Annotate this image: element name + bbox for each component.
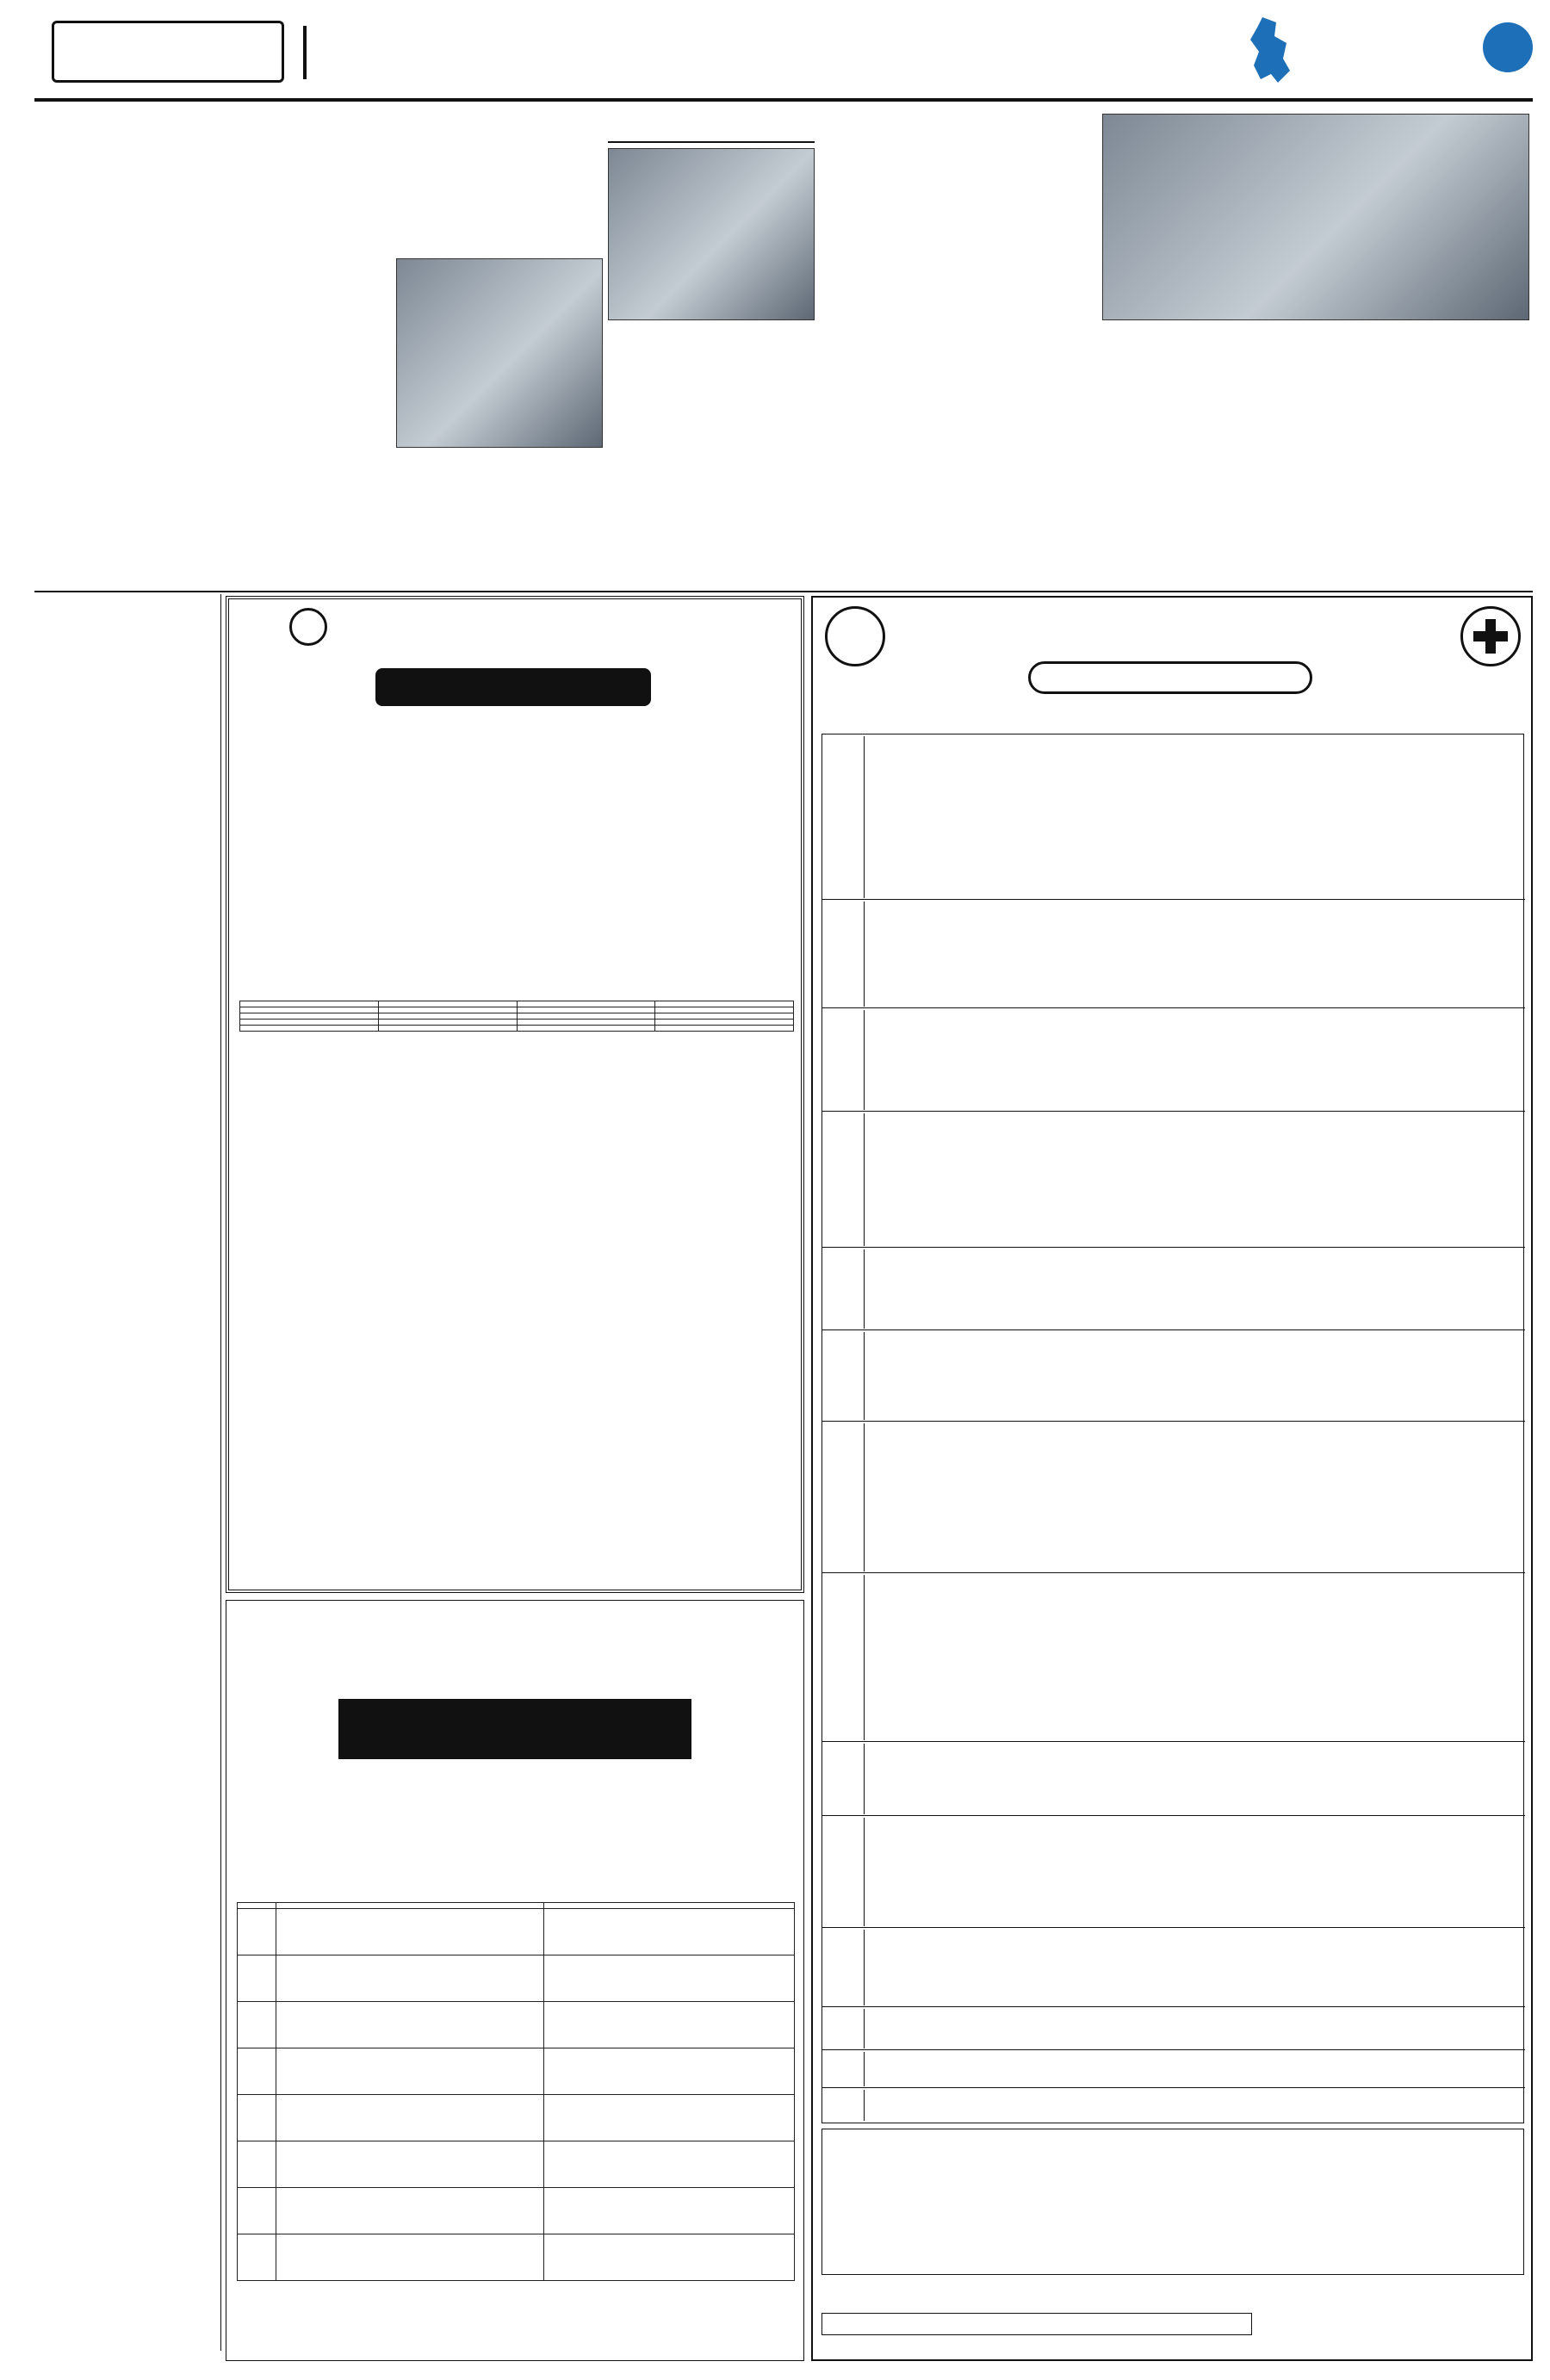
table-row xyxy=(238,2048,795,2095)
hospital-rule-8 xyxy=(1172,2257,1516,2272)
masthead-date-line xyxy=(320,55,682,79)
table-cell xyxy=(378,1026,517,1032)
position-number xyxy=(822,2059,862,2079)
hospital-rules xyxy=(822,2129,1524,2275)
table-cell xyxy=(543,1909,794,1955)
university-story-body-col-2 xyxy=(1233,375,1380,586)
masthead-day xyxy=(320,22,630,50)
bank-notice-title-bar xyxy=(375,668,651,706)
tribunal-title-bar xyxy=(338,1699,691,1759)
section-name xyxy=(1299,24,1479,72)
map-icon xyxy=(1245,14,1293,86)
position-number xyxy=(822,2017,862,2038)
table-cell xyxy=(655,1007,794,1013)
newspaper-logo-text xyxy=(63,34,278,73)
tribunal-table xyxy=(237,1902,795,2281)
heroin-story-body-col-2 xyxy=(820,146,983,589)
tmss-logo-icon xyxy=(825,606,885,666)
bank-schedule-title xyxy=(239,1221,794,1242)
table-cell xyxy=(238,1955,276,2002)
position-row xyxy=(822,2088,1525,2123)
table-header-cell xyxy=(276,1903,544,1909)
position-details xyxy=(864,902,1523,1007)
table-cell xyxy=(378,1020,517,1026)
table-cell xyxy=(655,1013,794,1020)
position-details xyxy=(864,1930,1523,2005)
left-story-3-headline xyxy=(34,1507,215,1576)
table-header-row xyxy=(240,1001,794,1007)
left-story-4-headline xyxy=(34,1998,215,2049)
position-number xyxy=(822,1957,862,1978)
table-row xyxy=(238,2002,795,2048)
position-row xyxy=(822,1928,1525,2007)
table-cell xyxy=(378,1013,517,1020)
heroin-story-photo xyxy=(608,148,815,320)
hospital-rule-7 xyxy=(828,2257,1172,2272)
table-row xyxy=(240,1013,794,1020)
position-number xyxy=(822,943,862,964)
position-details xyxy=(864,1332,1523,1420)
hospital-title-line-2 xyxy=(899,630,1450,658)
left-column-divider xyxy=(220,594,221,2351)
table-cell xyxy=(543,2095,794,2141)
left-story-1-body xyxy=(34,668,215,927)
bank-schedule-item-2 xyxy=(239,1297,794,1362)
table-cell xyxy=(238,2095,276,2141)
position-number xyxy=(822,1646,862,1666)
bank-notice-body xyxy=(239,735,794,994)
table-cell xyxy=(517,1026,655,1032)
bank-schedule-item-5 xyxy=(239,1521,794,1555)
bank-signature-right xyxy=(556,1574,789,1590)
table-row xyxy=(238,1955,795,2002)
position-row xyxy=(822,1573,1525,1742)
hospital-rule-2 xyxy=(828,2179,1516,2195)
table-cell xyxy=(240,1013,379,1020)
tribunal-government-title xyxy=(226,1608,805,1642)
table-header-cell xyxy=(517,1001,655,1007)
table-header-cell xyxy=(238,1903,276,1909)
bank-schedule-item-1 xyxy=(239,1245,794,1293)
hospital-side-code xyxy=(1481,2096,1529,2113)
table-cell xyxy=(276,2141,544,2188)
table-cell xyxy=(517,1020,655,1026)
tribunal-notice xyxy=(226,1600,804,2361)
position-details xyxy=(864,2090,1523,2121)
table-row xyxy=(238,2095,795,2141)
hospital-subtitle xyxy=(1031,667,1310,691)
heroin-story xyxy=(608,107,815,589)
tribunal-table-wrap xyxy=(237,1902,795,2290)
hospital-positions-table xyxy=(822,734,1524,2123)
medical-cross-icon xyxy=(1460,606,1521,666)
heroin-story-body-col-3 xyxy=(989,146,1075,589)
left-story-1-headline xyxy=(34,594,215,663)
table-cell xyxy=(276,2234,544,2281)
hospital-rule-4 xyxy=(828,2210,1516,2226)
masthead-divider xyxy=(303,26,307,79)
position-row xyxy=(822,1422,1525,1573)
position-details xyxy=(864,1113,1523,1246)
hospital-notice xyxy=(811,596,1533,2361)
heroin-headline xyxy=(608,114,815,139)
position-row xyxy=(822,1816,1525,1928)
newspaper-logo xyxy=(52,21,284,83)
table-cell xyxy=(543,1955,794,2002)
table-cell xyxy=(276,1909,544,1955)
bank-name xyxy=(336,608,749,642)
bank-notice xyxy=(226,596,804,1593)
position-details xyxy=(864,1423,1523,1571)
table-row xyxy=(238,2141,795,2188)
position-details xyxy=(864,1249,1523,1329)
hospital-rule-6 xyxy=(828,2241,1516,2257)
tribunal-signature xyxy=(536,2296,795,2353)
university-headline xyxy=(1082,329,1533,369)
position-row xyxy=(822,734,1525,900)
tribunal-office-line xyxy=(226,1646,805,1670)
lead-story-body-col-5 xyxy=(443,465,572,586)
hospital-signature xyxy=(1295,2309,1524,2354)
bank-notice-notes xyxy=(239,1102,794,1216)
tribunal-footer-code xyxy=(237,2334,409,2352)
lead-story-body-col-1 xyxy=(34,258,164,586)
university-story-photo xyxy=(1102,114,1529,320)
position-row xyxy=(822,2050,1525,2088)
table-row xyxy=(238,1909,795,1955)
position-number xyxy=(822,1365,862,1385)
bank-logo-icon xyxy=(289,608,327,646)
hospital-contact-line xyxy=(826,2316,1248,2334)
table-cell xyxy=(238,2048,276,2095)
tribunal-table-caption xyxy=(226,1880,805,1899)
masthead-rule xyxy=(34,98,1533,102)
position-details xyxy=(864,2052,1523,2086)
hospital-intro xyxy=(822,699,1524,730)
lead-headline-line-1 xyxy=(43,115,594,176)
table-cell xyxy=(238,2002,276,2048)
table-cell xyxy=(238,2188,276,2234)
bank-office-line xyxy=(336,644,749,665)
position-row xyxy=(822,1112,1525,1248)
table-row xyxy=(240,1026,794,1032)
university-story-body-col-1 xyxy=(1082,375,1228,586)
position-row xyxy=(822,2007,1525,2050)
table-cell xyxy=(276,2188,544,2234)
university-story-body-col-3 xyxy=(1385,375,1531,586)
position-number xyxy=(822,1861,862,1881)
table-cell xyxy=(655,1020,794,1026)
table-cell xyxy=(655,1026,794,1032)
university-story xyxy=(1082,107,1533,589)
table-cell xyxy=(238,1909,276,1955)
table-cell xyxy=(240,1020,379,1026)
hospital-rule-5 xyxy=(828,2226,1516,2241)
position-number xyxy=(822,1050,862,1070)
table-cell xyxy=(543,2048,794,2095)
table-cell xyxy=(543,2188,794,2234)
top-section-rule xyxy=(34,591,1533,592)
position-details xyxy=(864,1744,1523,1814)
position-number xyxy=(822,1167,862,1187)
tribunal-title xyxy=(338,1706,691,1752)
position-details xyxy=(864,1818,1523,1926)
lead-headline-line-2 xyxy=(43,184,594,245)
position-number xyxy=(822,2095,862,2116)
position-number xyxy=(822,1770,862,1790)
bank-schedule-item-4 xyxy=(239,1452,794,1517)
position-row xyxy=(822,1248,1525,1330)
tribunal-memo-no xyxy=(237,1675,495,1694)
bank-schedule-item-3 xyxy=(239,1366,794,1448)
table-row xyxy=(238,2234,795,2281)
position-row xyxy=(822,1330,1525,1422)
university-story-photo-image xyxy=(1102,114,1529,320)
tribunal-date xyxy=(536,1675,795,1694)
bank-notice-title xyxy=(375,672,651,703)
table-cell xyxy=(238,2141,276,2188)
hospital-subtitle-pill xyxy=(1028,661,1312,694)
table-cell xyxy=(276,2002,544,2048)
hospital-title-line-1 xyxy=(899,603,1450,630)
table-row xyxy=(240,1020,794,1026)
position-details xyxy=(864,736,1523,898)
heroin-headline-box xyxy=(608,110,815,143)
position-number xyxy=(822,795,862,815)
table-cell xyxy=(517,1013,655,1020)
table-cell xyxy=(543,2141,794,2188)
table-cell xyxy=(543,2002,794,2048)
bank-notice-table-wrap xyxy=(239,1001,794,1095)
position-row xyxy=(822,1008,1525,1112)
position-number xyxy=(822,1485,862,1506)
heroin-story-photo-image xyxy=(608,148,815,320)
left-story-3-body xyxy=(34,1581,215,1986)
position-details xyxy=(864,1010,1523,1110)
table-header-cell xyxy=(543,1903,794,1909)
table-cell xyxy=(240,1026,379,1032)
hospital-rule-3 xyxy=(828,2195,1516,2210)
hospital-rules-title xyxy=(828,2131,1516,2148)
table-header-row xyxy=(238,1903,795,1909)
table-row xyxy=(240,1007,794,1013)
position-row xyxy=(822,1742,1525,1816)
left-story-4-body xyxy=(34,2055,215,2347)
table-cell xyxy=(276,2095,544,2141)
position-number xyxy=(822,1279,862,1299)
table-cell xyxy=(276,1955,544,2002)
table-header-cell xyxy=(240,1001,379,1007)
heroin-story-body-col-1 xyxy=(608,327,815,586)
bank-signature-left xyxy=(556,1557,789,1572)
table-header-cell xyxy=(655,1001,794,1007)
hospital-rule-1 xyxy=(828,2148,1516,2179)
tribunal-body xyxy=(237,1768,795,1875)
left-story-2-headline xyxy=(34,939,215,1042)
table-cell xyxy=(543,2234,794,2281)
page-number-badge xyxy=(1483,22,1533,72)
masthead xyxy=(0,0,1550,102)
hospital-contact-bar xyxy=(822,2313,1252,2335)
lead-story-body-col-2 xyxy=(170,258,300,586)
bank-notice-subtitle xyxy=(264,711,772,730)
left-story-2-body xyxy=(34,1047,215,1495)
lead-story-body-col-3 xyxy=(307,258,436,586)
table-row xyxy=(238,2188,795,2234)
position-details xyxy=(864,1575,1523,1740)
page-number xyxy=(1483,29,1533,64)
table-cell xyxy=(240,1007,379,1013)
position-details xyxy=(864,2009,1523,2048)
left-column xyxy=(34,594,215,2359)
bank-notice-table xyxy=(239,1001,794,1032)
position-row xyxy=(822,900,1525,1008)
table-cell xyxy=(238,2234,276,2281)
table-header-cell xyxy=(378,1001,517,1007)
table-cell xyxy=(276,2048,544,2095)
hospital-footer-text xyxy=(822,2278,1524,2309)
table-cell xyxy=(517,1007,655,1013)
table-cell xyxy=(378,1007,517,1013)
